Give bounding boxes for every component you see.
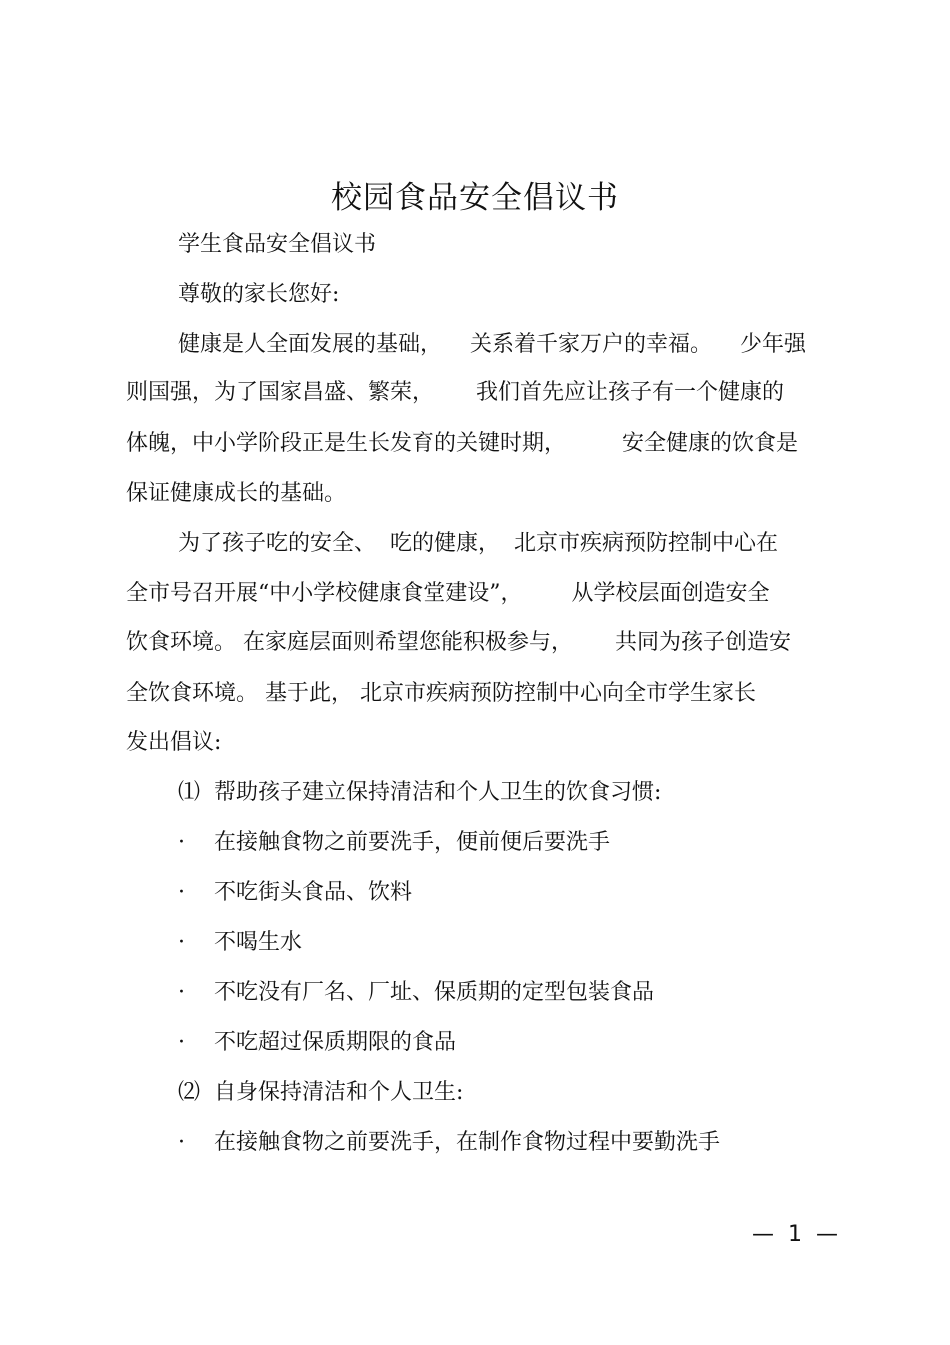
bullet-icon: · xyxy=(178,930,185,955)
list-item-text: 在接触食物之前要洗手，在制作食物过程中要勤洗手 xyxy=(214,1130,721,1155)
bullet-icon: · xyxy=(178,1030,185,1055)
bullet-icon: · xyxy=(178,880,185,905)
paragraph-2-line-3: 饮食环境。 在家庭层面则希望您能积极参与， 共同为孩子创造安 xyxy=(126,630,791,655)
paragraph-2-line-5: 发出倡议: xyxy=(126,730,222,755)
greeting: 尊敬的家长您好: xyxy=(178,282,340,307)
paragraph-2-line-1: 为了孩子吃的安全、 吃的健康， 北京市疾病预防控制中心在 xyxy=(178,531,778,556)
paragraph-2-line-4: 全饮食环境。 基于此， 北京市疾病预防控制中心向全市学生家长 xyxy=(126,681,756,706)
paragraph-1-line-4: 保证健康成长的基础。 xyxy=(126,481,347,506)
bullet-icon: · xyxy=(178,830,185,855)
bullet-icon: · xyxy=(178,980,185,1005)
bullet-icon: · xyxy=(178,1130,185,1155)
section-1-heading: ⑴ 帮助孩子建立保持清洁和个人卫生的饮食习惯: xyxy=(178,780,662,805)
list-item-text: 不吃超过保质期限的食品 xyxy=(214,1030,457,1055)
list-item-text: 不喝生水 xyxy=(214,930,303,955)
list-item-text: 不吃街头食品、饮料 xyxy=(214,880,413,905)
paragraph-1-line-3: 体魄，中小学阶段正是生长发育的关键时期， 安全健康的饮食是 xyxy=(126,431,798,456)
list-item-text: 在接触食物之前要洗手，便前便后要洗手 xyxy=(214,830,611,855)
paragraph-2-line-2: 全市号召开展“中小学校健康食堂建设”， 从学校层面创造安全 xyxy=(126,581,770,606)
paragraph-1-line-2: 则国强，为了国家昌盛、繁荣， 我们首先应让孩子有一个健康的 xyxy=(126,380,784,405)
document-title: 校园食品安全倡议书 xyxy=(331,180,619,216)
page-number: — 1 — xyxy=(752,1222,838,1247)
paragraph-1-line-1: 健康是人全面发展的基础， 关系着千家万户的幸福。 少年强 xyxy=(178,332,806,357)
subtitle: 学生食品安全倡议书 xyxy=(178,232,377,257)
section-2-heading: ⑵ 自身保持清洁和个人卫生: xyxy=(178,1080,464,1105)
list-item-text: 不吃没有厂名、厂址、保质期的定型包装食品 xyxy=(214,980,655,1005)
